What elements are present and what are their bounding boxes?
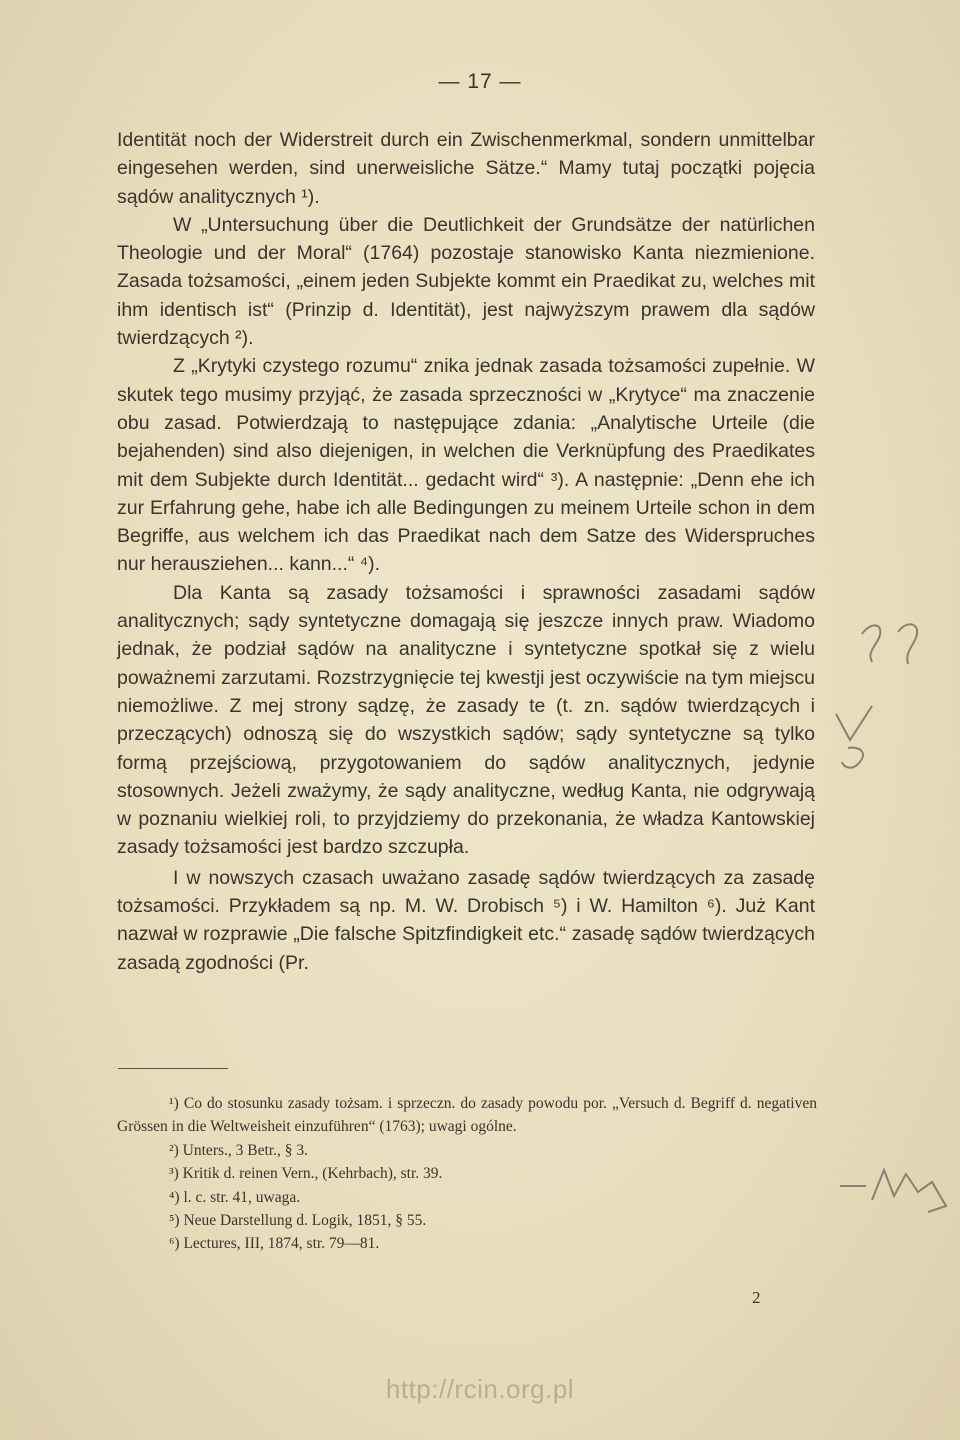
page-number: — 17 — [438,70,522,93]
pencil-annotation-check [828,700,888,780]
footnote-separator [118,1068,228,1069]
footnotes [117,1092,817,1256]
paragraph: Dla Kanta są zasady tożsamości i sprawności zasadami sądów analitycznych; sądy syntetyczne domagają się jeszcze innych praw. Wiadomo jednak, że podział sądów na analityczne i syntetyczne spotkał się z wielu poważnemi zarzutami. Rozstrzygnięcie tej kwestji jest oczywiście na tym miejscu niemożliwe. Z mej strony sądzę, że zasady te (t. zn. sądów twierdzących i przeczących) odnoszą się do wszystkich sądów; sądy syntetyczne są tylko formą przejściową, przygotowaniem do sądów analitycznych, jedynie stosownych. Jeżeli zważymy, że sądy analityczne, według Kanta, nie odgrywają w poznaniu wielkiej roli, to przyjdziemy do przekonania, że władza Kantowskiej zasady tożsamości jest bardzo szczupła. [117,581,815,859]
signature-mark: 2 [752,1288,761,1307]
footnote: ⁴) l. c. str. 41, uwaga. [169,1188,301,1206]
paragraph: Z „Krytyki czystego rozumu“ znika jednak zasada tożsamości zupełnie. W skutek tego musimy przyjąć, że zasada sprzeczności w „Krytyce“ ma znaczenie obu zasad. Potwierdzają to następujące zdania: „Analytische Urteile (die bejahenden) sind also diejenigen, in welchen die Verknüpfung des Praedikates mit dem Subjekte durch Identität... gedacht wird“ ³). A następnie: „Denn ehe ich zur Erfahrung gehe, habe ich alle Bedingungen zu meinem Urteile schon in dem Begriffe, aus welchem ich das Praedikat nach dem Satze des Widerspruches nur herausziehen... kann...“ ⁴). [117,355,815,576]
footnote: ⁵) Neue Darstellung d. Logik, 1851, § 55. [169,1212,427,1230]
paragraph: Identität noch der Widerstreit durch ein Zwischenmerkmal, sondern unmittelbar eingesehen werden, sind unerweisliche Sätze.“ Mamy tutaj początki pojęcia sądów analitycznych ¹). [117,129,815,208]
watermark-url: http://rcin.org.pl [385,1374,575,1404]
pencil-annotation-question [852,612,932,692]
pencil-annotation-scribble [836,1156,954,1226]
paragraph: I w nowszych czasach uważano zasadę sądów twierdzących za zasadę tożsamości. Przykładem są np. M. W. Drobisch ⁵) i W. Hamilton ⁶). Już Kant nazwał w rozprawie „Die falsche Spitzfindigkeit etc.“ zasadę sądów twierdzących zasadą zgodności (Pr. [117,866,815,974]
paragraph: W „Untersuchung über die Deutlichkeit der Grundsätze der natürlichen Theologie und der Moral“ (1764) pozostaje stanowisko Kanta niezmienione. Zasada tożsamości, „einem jeden Subjekte kommt ein Praedikat zu, welches mit ihm identisch ist“ (Prinzip d. Identität), jest najwyższym prawem dla sądów twierdzących ²). [117,213,815,350]
footnote: ¹) Co do stosunku zasady tożsam. i sprzeczn. do zasady powodu por. „Versuch d. Begriff d. negativen Grössen in die Weltweisheit einzuführen“ (1763); uwagi ogólne. [117,1095,817,1136]
footnote: ⁶) Lectures, III, 1874, str. 79—81. [169,1235,380,1253]
footnote: ³) Kritik d. reinen Vern., (Kehrbach), str. 39. [169,1165,443,1183]
main-text [117,126,815,977]
footnote: ²) Unters., 3 Betr., § 3. [169,1141,308,1159]
